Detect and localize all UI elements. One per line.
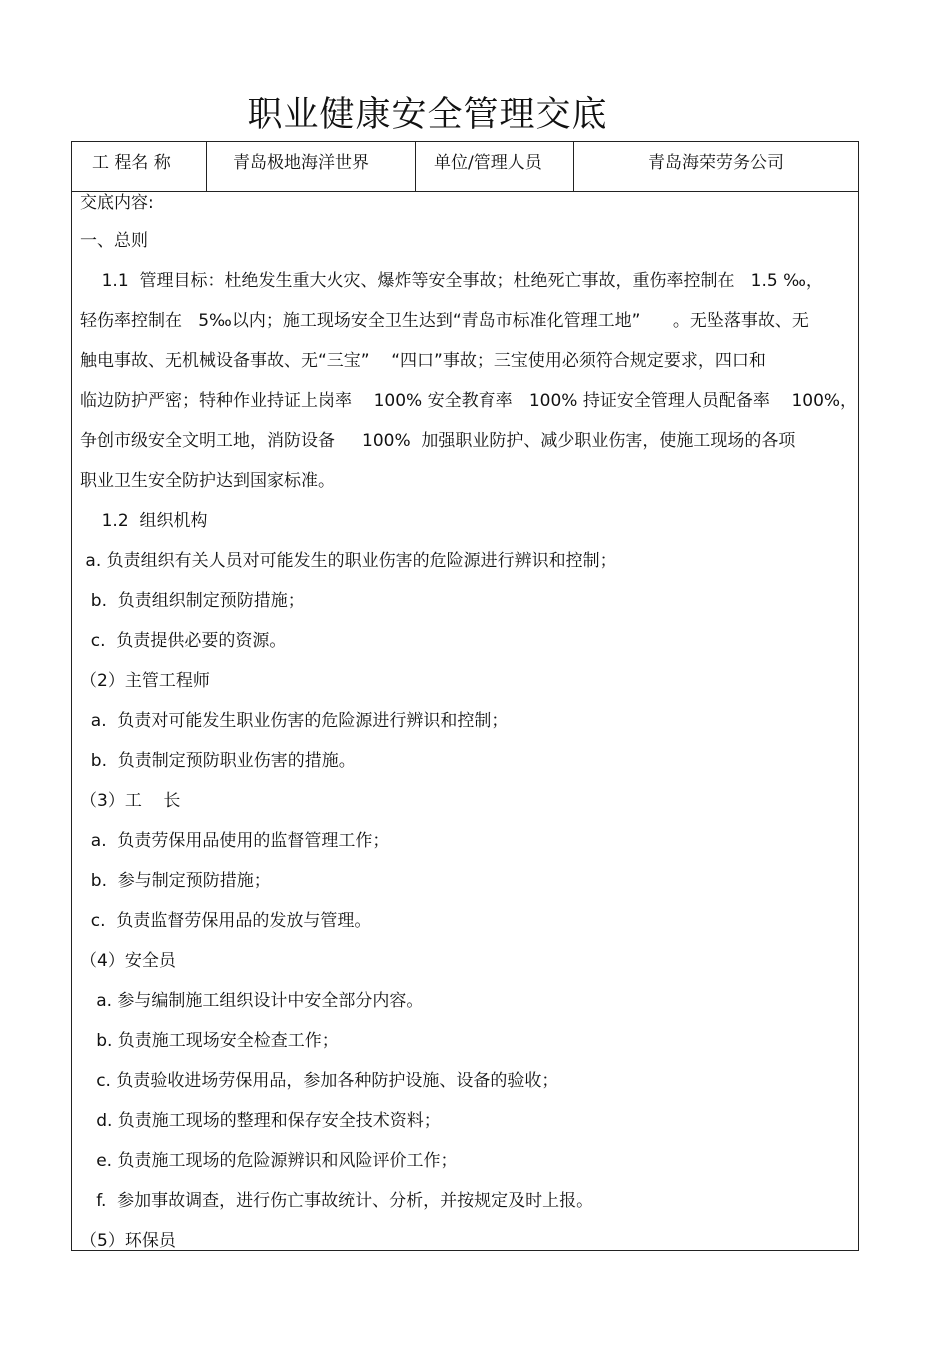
list-item: a. 参与编制施工组织设计中安全部分内容。 <box>80 991 424 1011</box>
paragraph-line: 轻伤率控制在 5‰以内；施工现场安全卫生达到“青岛市标准化管理工地” 。无坠落事故、无 <box>80 311 809 331</box>
paragraph-line: 争创市级安全文明工地，消防设备 100% 加强职业防护、减少职业伤害，使施工现场的各项 <box>80 431 796 451</box>
list-item: d. 负责施工现场的整理和保存安全技术资料； <box>80 1111 441 1131</box>
role-heading: （3）工 长 <box>80 791 181 811</box>
paragraph-line: 职业卫生安全防护达到国家标准。 <box>80 471 335 491</box>
paragraph-line: 临边防护严密；特种作业持证上岗率 100% 安全教育率 100% 持证安全管理人员配备率 100%， <box>80 391 858 411</box>
list-item: a. 负责劳保用品使用的监督管理工作； <box>80 831 390 851</box>
list-item: c. 负责验收进场劳保用品，参加各种防护设施、设备的验收； <box>80 1071 559 1091</box>
list-item: c. 负责监督劳保用品的发放与管理。 <box>80 911 372 931</box>
list-item: b. 负责制定预防职业伤害的措施。 <box>80 751 356 771</box>
list-item: b. 负责施工现场安全检查工作； <box>80 1031 339 1051</box>
role-heading: （5）环保员 <box>80 1231 176 1251</box>
content-intro: 交底内容: <box>80 193 154 213</box>
unit-manager-value: 青岛海荣劳务公司 <box>648 153 784 173</box>
list-item: a. 负责组织有关人员对可能发生的职业伤害的危险源进行辨识和控制； <box>80 551 617 571</box>
paragraph-line: 1.1 管理目标：杜绝发生重大火灾、爆炸等安全事故；杜绝死亡事故，重伤率控制在 1.5 ‰， <box>80 271 823 291</box>
subsection-heading: 1.2 组织机构 <box>80 511 208 531</box>
section-general: 一、总则 <box>80 231 148 251</box>
list-item: b. 参与制定预防措施； <box>80 871 271 891</box>
list-item: f. 参加事故调查，进行伤亡事故统计、分析，并按规定及时上报。 <box>80 1191 594 1211</box>
role-heading: （4）安全员 <box>80 951 176 971</box>
list-item: b. 负责组织制定预防措施； <box>80 591 305 611</box>
list-item: a. 负责对可能发生职业伤害的危险源进行辨识和控制； <box>80 711 509 731</box>
unit-manager-label: 单位/管理人员 <box>416 142 574 191</box>
table-header-row <box>72 142 858 192</box>
document-title: 职业健康安全管理交底 <box>247 95 608 135</box>
list-item: e. 负责施工现场的危险源辨识和风险评价工作； <box>80 1151 458 1171</box>
project-name-value: 青岛极地海洋世界 <box>207 142 416 191</box>
list-item: c. 负责提供必要的资源。 <box>80 631 287 651</box>
role-heading: （2）主管工程师 <box>80 671 210 691</box>
handover-table <box>71 141 859 1251</box>
project-name-label: 工 程名 称 <box>72 142 207 191</box>
paragraph-line: 触电事故、无机械设备事故、无“三宝” “四口”事故；三宝使用必须符合规定要求，四口和 <box>80 351 766 371</box>
